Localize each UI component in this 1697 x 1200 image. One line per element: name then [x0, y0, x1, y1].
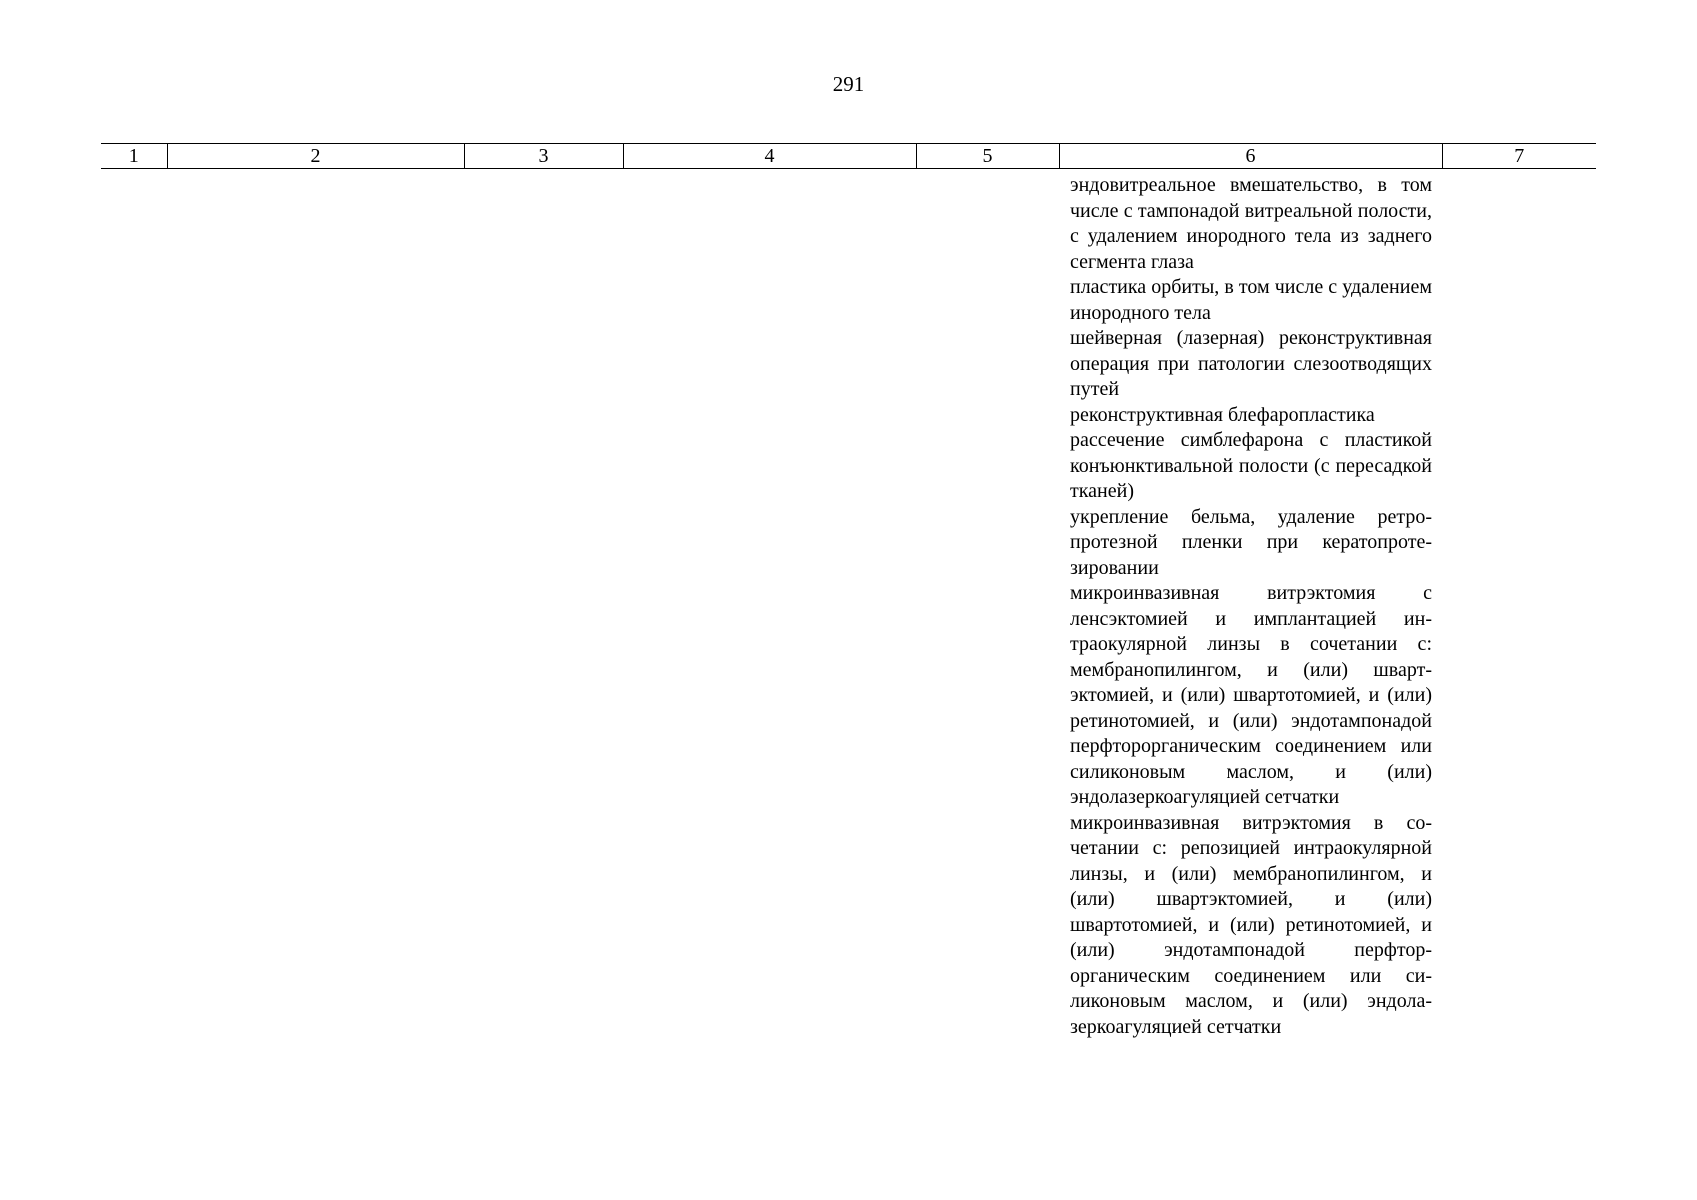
table-header-row — [101, 144, 1596, 169]
procedure-item: эндовитреальное вмешательство, в том числе с тампонадой витреальной полости, с удалением инородного тела из заднего сегмента глаза — [1070, 174, 1432, 273]
cell-col3 — [464, 169, 623, 1041]
procedure-item: реконструктивная блефаропластика — [1070, 403, 1375, 426]
column-header-7: 7 — [1442, 144, 1596, 169]
column-header-5: 5 — [916, 144, 1059, 169]
procedure-item: микроинвазивная витрэктомия в сочетании с: репозицией интраокулярной линзы, и (или) мембранопилингом, и (или) швартэктомией, и (или) швартотомией, и (или) ретинотомией, и (или) эндотампонадой перфторорганическим соединением или силиконовым маслом, и (или) эндолазеркоагуляцией сетчатки — [1070, 811, 1432, 1038]
column-header-3: 3 — [464, 144, 623, 169]
procedure-item: пластика орбиты, в том числе с удалением инородного тела — [1070, 276, 1432, 324]
table-row — [101, 169, 1596, 1041]
page-number: 291 — [832, 72, 865, 96]
procedure-item: шейверная (лазерная) реконструктивная операция при патологии слезоотводящих путей — [1070, 327, 1432, 400]
procedure-item: микроинвазивная витрэктомия с ленсэктомией и имплантацией интраокулярной линзы в сочетании с: мембранопилингом, и (или) швартэктомией, и (или) швартотомией, и (или) ретинотомией, и (или) эндотампонадой перфторорганическим соединением или силиконовым маслом, и (или) эндолазеркоагуляцией сетчатки — [1070, 582, 1432, 808]
procedures-table — [101, 143, 1596, 1040]
column-header-4: 4 — [623, 144, 916, 169]
cell-col1 — [101, 169, 167, 1041]
column-header-2: 2 — [167, 144, 464, 169]
procedure-item: укрепление бельма, удаление ретропротезной пленки при кератопротезировании — [1070, 505, 1432, 579]
cell-col2 — [167, 169, 464, 1041]
column-header-6: 6 — [1059, 144, 1442, 169]
procedure-item: рассечение симблефарона с пластикой конъюнктивальной полости (с пересадкой тканей) — [1070, 429, 1432, 502]
cell-col5 — [916, 169, 1059, 1041]
column-header-1: 1 — [101, 144, 167, 169]
cell-col7 — [1442, 169, 1596, 1041]
cell-col4 — [623, 169, 916, 1041]
cell-col6-procedures — [1059, 169, 1442, 1041]
